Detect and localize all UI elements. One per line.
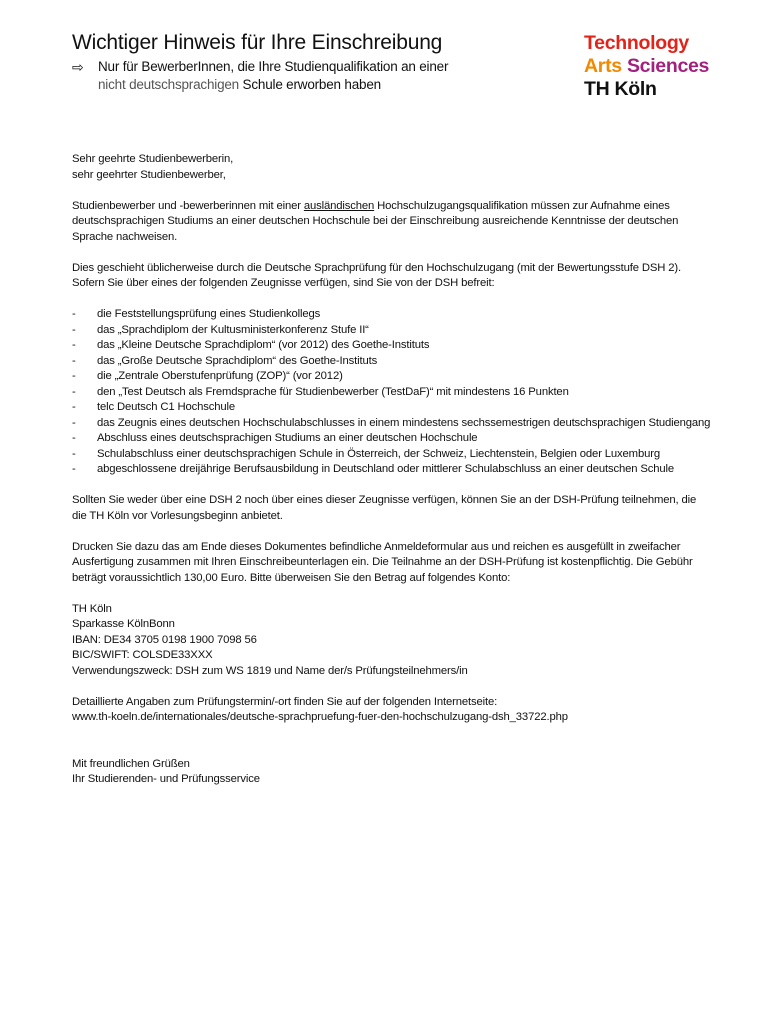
- closing-1: Mit freundlichen Grüßen: [72, 757, 190, 770]
- p1-text-a: Studienbewerber und -bewerberinnen mit einer: [72, 199, 304, 212]
- list-item: - das „Kleine Deutsche Sprachdiplom“ (vor 2012) des Goethe-Instituts: [72, 339, 430, 351]
- th-koeln-logo: [584, 32, 709, 101]
- closing-2: Ihr Studierenden- und Prüfungsservice: [72, 773, 260, 785]
- paragraph-3-line-1: Sollten Sie weder über eine DSH 2 noch über eines dieser Zeugnisse verfügen, können Sie an der DSH-Prüfung teilnehmen, die: [72, 494, 697, 506]
- page-title: Wichtiger Hinweis für Ihre Einschreibung: [72, 31, 443, 54]
- paragraph-1-line-2: deutschsprachigen Studiums an einer deutschen Hochschule bei der Einschreibung ausreichende Kenntnisse der deutschen: [72, 215, 679, 227]
- paragraph-4-line-2: Ausfertigung zusammen mit Ihren Einschreibeunterlagen ein. Die Teilnahme an der DSH-Prüfung ist kostenpflichtig. Die Gebühr: [72, 556, 693, 568]
- bank-bic: BIC/SWIFT: COLSDE33XXX: [72, 649, 213, 661]
- list-item: - Schulabschluss einer deutschsprachigen Schule in Österreich, der Schweiz, Liechtenstein, Belgien oder Luxemburg: [72, 447, 660, 460]
- list-item: - das „Sprachdiplom der Kultusministerkonferenz Stufe II“: [72, 323, 369, 336]
- logo-th-koeln: TH Köln: [584, 78, 657, 100]
- list-item: - das „Große Deutsche Sprachdiplom“ des Goethe-Instituts: [72, 354, 378, 367]
- paragraph-2-line-2: Sofern Sie über eines der folgenden Zeugnisse verfügen, sind Sie von der DSH befreit:: [72, 277, 495, 289]
- right-arrow-icon: ⇨: [72, 59, 84, 75]
- list-item: - die Feststellungsprüfung eines Studienkollegs: [72, 308, 321, 320]
- logo-sciences: Sciences: [626, 55, 710, 77]
- paragraph-1-line-3: Sprache nachweisen.: [72, 230, 178, 243]
- subtitle-line-1: Nur für BewerberInnen, die Ihre Studienqualifikation an einer: [98, 59, 449, 74]
- salutation-1: Sehr geehrte Studienbewerberin,: [72, 153, 234, 165]
- p1-underlined: ausländischen: [303, 199, 375, 212]
- bank-name: Sparkasse KölnBonn: [72, 618, 175, 630]
- paragraph-5-line-1: Detaillierte Angaben zum Prüfungstermin/-ort finden Sie auf der folgenden Internetseite:: [72, 695, 498, 708]
- subtitle-line-2: Schule erworben haben: [239, 77, 381, 92]
- bank-purpose: Verwendungszweck: DSH zum WS 1819 und Name der/s Prüfungsteilnehmers/in: [72, 664, 468, 677]
- subtitle-muted-text: nicht deutschsprachigen: [98, 77, 239, 92]
- list-item: - den „Test Deutsch als Fremdsprache für Studienbewerber (TestDaF)“ mit mindestens 16 Punkten: [72, 385, 569, 398]
- salutation-2: sehr geehrter Studienbewerber,: [72, 168, 226, 181]
- logo-technology: Technology: [584, 32, 689, 54]
- bank-account-name: TH Köln: [72, 602, 112, 615]
- letter-body: [72, 152, 732, 788]
- list-item: - abgeschlossene dreijährige Berufsausbildung in Deutschland oder mittlerer Schulabschluss an einer deutschen Schule: [72, 463, 674, 475]
- subtitle: [72, 58, 448, 94]
- p1-text-b: Hochschulzugangsqualifikation müssen zur Aufnahme eines: [374, 199, 670, 212]
- bank-iban: IBAN: DE34 3705 0198 1900 7098 56: [72, 633, 257, 646]
- certificate-list: [72, 307, 732, 478]
- list-item: - telc Deutsch C1 Hochschule: [72, 401, 236, 413]
- paragraph-1-line-1: [72, 199, 732, 215]
- list-item: - das Zeugnis eines deutschen Hochschulabschlusses in einem mindestens sechssemestrigen deutschsprachigen Studiengang: [72, 416, 711, 429]
- paragraph-4-line-3: beträgt voraussichtlich 130,00 Euro. Bitte überweisen Sie den Betrag auf folgendes Konto:: [72, 571, 511, 584]
- paragraph-2-line-1: Dies geschieht üblicherweise durch die Deutsche Sprachprüfung für den Hochschulzugang (mit der Bewertungsstufe DSH 2).: [72, 261, 681, 274]
- logo-arts: Arts: [584, 55, 622, 77]
- dsh-info-link[interactable]: www.th-koeln.de/internationales/deutsche-sprachpruefung-fuer-den-hochschulzugang-dsh_33722.php: [72, 711, 568, 723]
- list-item: - Abschluss eines deutschsprachigen Studiums an einer deutschen Hochschule: [72, 432, 478, 444]
- paragraph-4-line-1: Drucken Sie dazu das am Ende dieses Dokumentes befindliche Anmeldeformular aus und reichen es ausgefüllt in zweifacher: [72, 540, 681, 553]
- logo-arts-sciences: [584, 55, 709, 78]
- list-item: - die „Zentrale Oberstufenprüfung (ZOP)“ (vor 2012): [72, 370, 343, 382]
- paragraph-3-line-2: die TH Köln vor Vorlesungsbeginn anbietet.: [72, 509, 283, 522]
